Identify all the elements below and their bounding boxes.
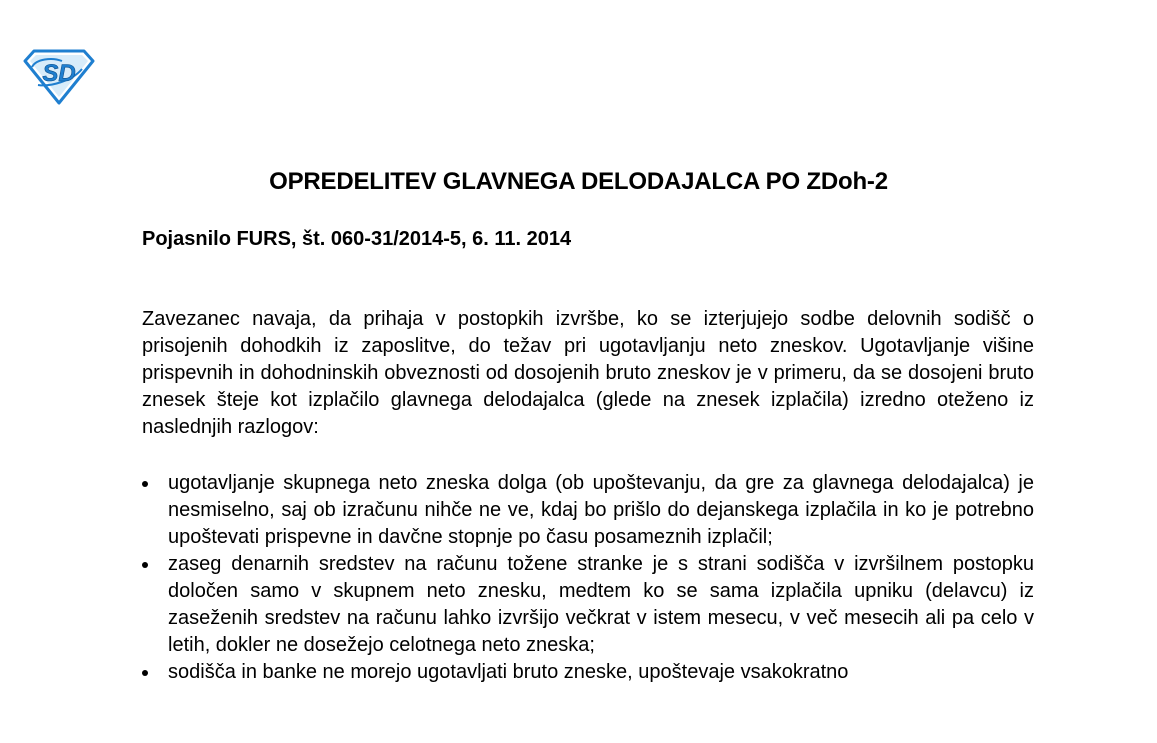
reasons-list xyxy=(142,470,1034,686)
bullet-icon xyxy=(142,481,148,487)
list-item-text: zaseg denarnih sredstev na računu tožene stranke je s strani sodišča v izvršilnem postopku določen samo v skupnem neto znesku, medtem ko se sama izplačila upniku (delavcu) iz zaseženih sredstev na računu lahko izvršijo večkrat v istem mesecu, v več mesecih ali pa celo v letih, dokler ne dosežejo celotnega neto zneska; xyxy=(168,553,1034,656)
company-logo xyxy=(22,47,96,105)
bullet-icon xyxy=(142,562,148,568)
list-item xyxy=(142,470,1034,551)
intro-paragraph: Zavezanec navaja, da prihaja v postopkih izvršbe, ko se izterjujejo sodbe delovnih sodišč o prisojenih dohodkih iz zaposlitve, do težav pri ugotavljanju neto zneskov. Ugotavljanje višine prispevnih in dohodninskih obveznosti od dosojenih bruto zneskov je v primeru, da se dosojeni bruto znesek šteje kot izplačilo glavnega delodajalca (glede na znesek izplačila) izredno oteženo iz naslednjih razlogov: xyxy=(142,308,1034,438)
list-item xyxy=(142,659,1034,686)
document-title: OPREDELITEV GLAVNEGA DELODAJALCA PO ZDoh-2 xyxy=(269,168,888,195)
bullet-icon xyxy=(142,670,148,676)
list-item-text: sodišča in banke ne morejo ugotavljati bruto zneske, upoštevaje vsakokratno xyxy=(168,661,849,683)
list-item-text: ugotavljanje skupnega neto zneska dolga (ob upoštevanju, da gre za glavnega delodajalca) je nesmiselno, saj ob izračunu nihče ne ve, kdaj bo prišlo do dejanskega izplačila in ko je potrebno upoštevati prispevne in davčne stopnje po času posameznih izplačil; xyxy=(168,472,1034,548)
document-subtitle: Pojasnilo FURS, št. 060-31/2014-5, 6. 11. 2014 xyxy=(142,228,572,250)
logo-text: SD xyxy=(42,60,76,87)
list-item xyxy=(142,551,1034,659)
